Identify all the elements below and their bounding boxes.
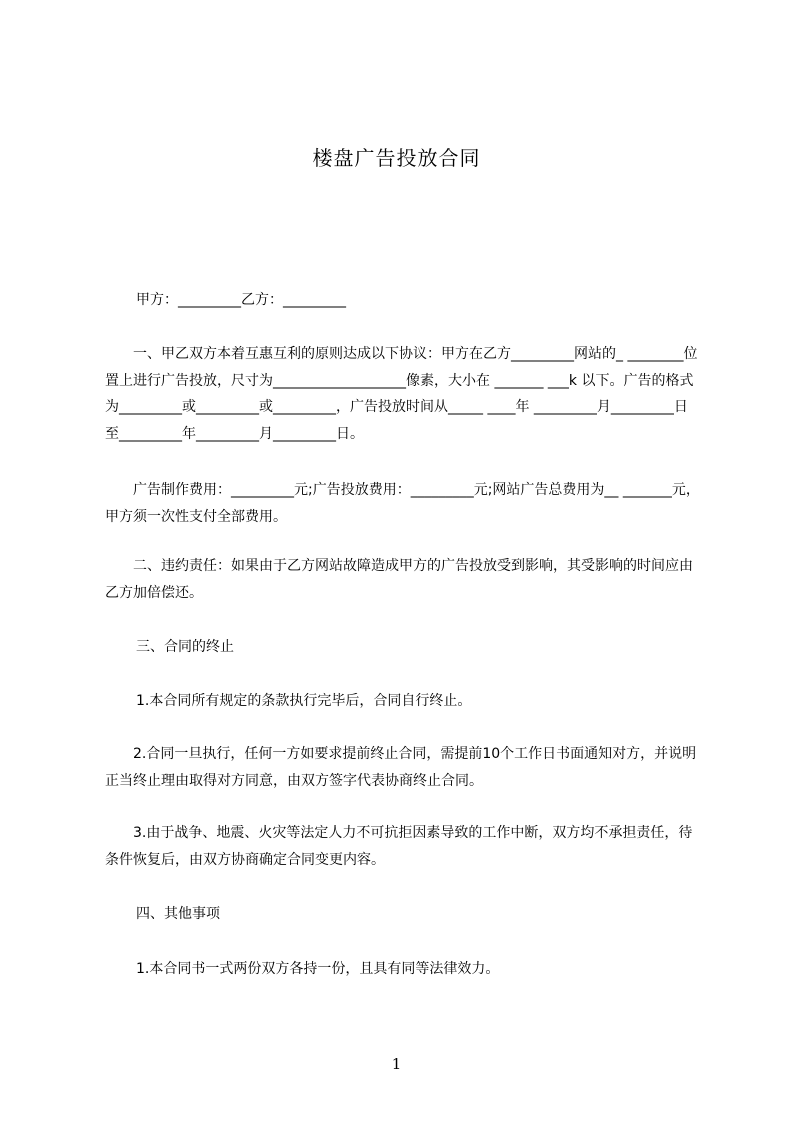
clause-3-1: 1.本合同所有规定的条款执行完毕后，合同自行终止。 bbox=[136, 693, 472, 709]
clause-3-3: 3.由于战争、地震、火灾等法定人力不可抗拒因素导致的工作中断，双方均不承担责任，待条件恢复后，由双方协商确定合同变更内容。 bbox=[105, 825, 693, 868]
section-3-heading: 三、合同的终止 bbox=[136, 639, 234, 655]
section-4-heading: 四、其他事项 bbox=[136, 906, 220, 922]
fees-paragraph: 广告制作费用：_________元;广告投放费用：_________元;网站广告总费用为__ _______元，甲方须一次性支付全部费用。 bbox=[105, 482, 700, 525]
document-title: 楼盘广告投放合同 bbox=[312, 146, 481, 170]
clause-4-1: 1.本合同书一式两份双方各持一份，且具有同等法律效力。 bbox=[136, 961, 500, 977]
section-2-liability: 二、违约责任：如果由于乙方网站故障造成甲方的广告投放受到影响，其受影响的时间应由乙方加倍偿还。 bbox=[105, 558, 693, 601]
parties-line: 甲方：_________乙方：_________ bbox=[136, 292, 346, 308]
clause-3-2: 2.合同一旦执行，任何一方如要求提前终止合同，需提前10个工作日书面通知对方，并说明正当终止理由取得对方同意，由双方签字代表协商终止合同。 bbox=[105, 746, 697, 789]
section-1-agreement: 一、甲乙双方本着互惠互利的原则达成以下协议：甲方在乙方_________网站的_ ________位置上进行广告投放，尺寸为___________________像素，大小在 _______ ___k 以下。广告的格式为_________或_________或_________，广告投放时间从_____ ____年 _________月_________日至_________年_________月_________日。 bbox=[105, 346, 698, 442]
page-number: 1 bbox=[391, 1055, 402, 1073]
